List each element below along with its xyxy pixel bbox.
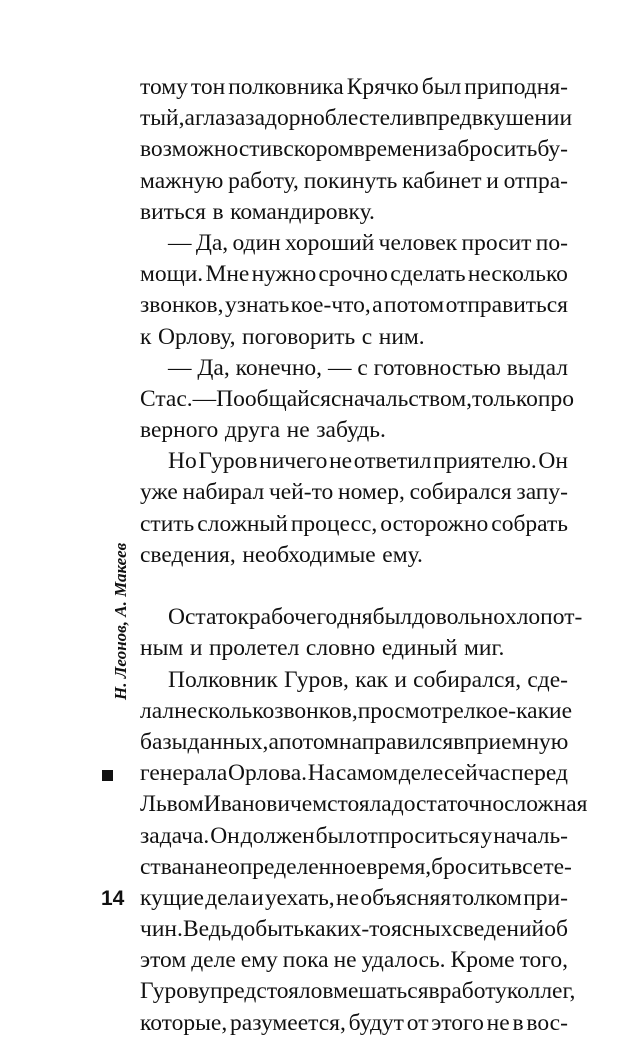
text-line: стить сложный процесс, осторожно собрать	[140, 510, 568, 537]
text-line: тому тон полковника Крячко был приподня-	[140, 74, 568, 100]
text-line: Стас. — Пообщайся с начальством, только про	[140, 385, 574, 412]
text-line: виться в командировку.	[140, 198, 375, 225]
text-line: Львом Ивановичем стояла достаточно сложная	[140, 791, 588, 818]
body-text	[140, 72, 588, 1039]
section-break	[140, 571, 568, 602]
text-line: мощи. Мне нужно срочно сделать несколько	[140, 261, 568, 288]
text-line: — Да, конечно, — с готовностью выдал	[168, 354, 568, 381]
text-line: возможности в скором времени забросить бу-	[140, 136, 568, 163]
text-line: тый, а глаза задорно блестели в предвкушении	[140, 105, 573, 132]
text-line: этом деле ему пока не удалось. Кроме того,	[140, 947, 568, 974]
page-number: 14	[101, 887, 125, 910]
text-line: к Орлову, поговорить с ним.	[140, 323, 425, 350]
text-line: которые, разумеется, будут от этого не в вос-	[140, 1009, 568, 1036]
text-line: сведения, необходимые ему.	[140, 541, 423, 568]
running-head-author: Н. Леонов, А. Макеев	[111, 542, 130, 700]
text-line: лал несколько звонков, просмотрел кое-какие	[140, 697, 573, 724]
text-line: Остаток рабочего дня был довольно хлопот-	[168, 604, 583, 631]
running-head-marker	[102, 770, 113, 781]
text-line: ства на неопределенное время, бросить все те-	[140, 853, 572, 880]
text-line: звонков, узнать кое-что, а потом отправиться	[140, 292, 568, 319]
text-line: Полковник Гуров, как и собирался, сде-	[168, 666, 568, 693]
text-line: кущие дела и уехать, не объясняя толком при-	[140, 884, 568, 911]
text-line: Но Гуров ничего не ответил приятелю. Он	[168, 448, 568, 475]
text-line: уже набирал чей-то номер, собирался запу-	[140, 479, 568, 506]
text-line: Гурову предстояло вмешаться в работу коллег,	[140, 978, 576, 1005]
text-line: генерала Орлова. На самом деле сейчас перед	[140, 760, 568, 787]
text-line: — Да, один хороший человек просит по-	[168, 229, 568, 256]
text-line: базы данных, а потом направился в приемную	[140, 728, 569, 755]
text-line: задача. Он должен был отпроситься у началь-	[140, 822, 568, 849]
text-line: мажную работу, покинуть кабинет и отпра-	[140, 167, 568, 194]
text-line: верного друга не забудь.	[140, 417, 386, 444]
text-line: чин. Ведь добыть каких-то ясных сведений об	[140, 916, 568, 943]
text-line: ным и пролетел словно единый миг.	[140, 635, 505, 662]
